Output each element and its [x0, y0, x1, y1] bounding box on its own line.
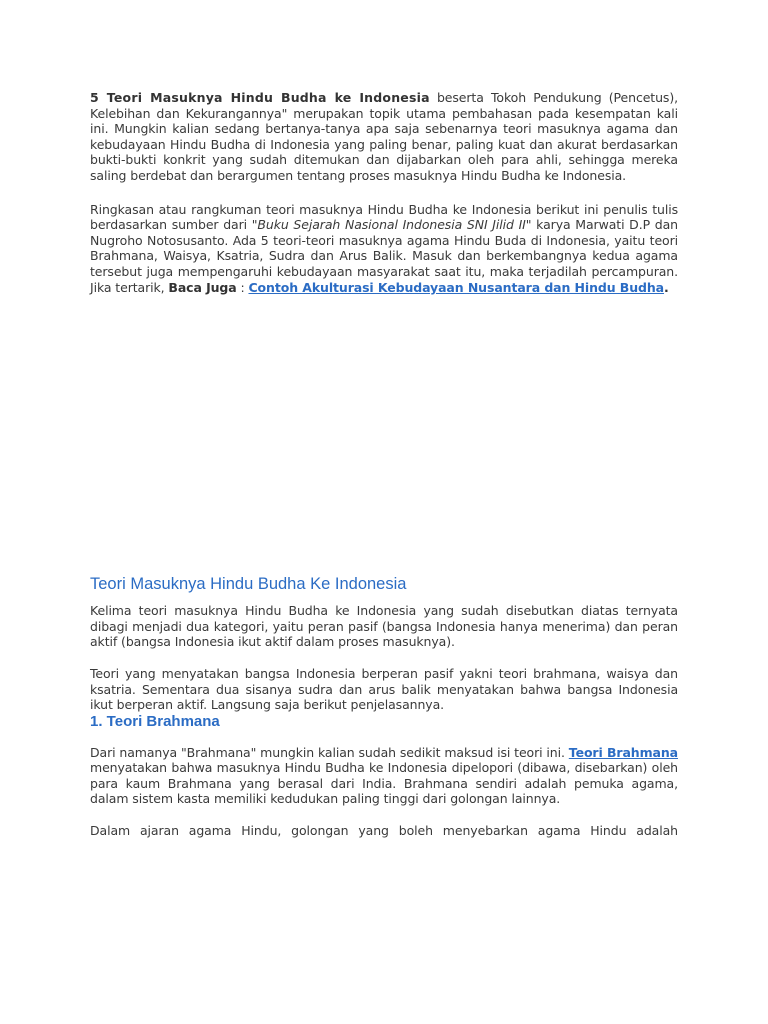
brahmana-paragraph-1: [90, 745, 678, 807]
section-heading: Teori Masuknya Hindu Budha Ke Indonesia: [90, 575, 407, 594]
end-punct: .: [664, 279, 669, 295]
source-title: Buku Sejarah Nasional Indonesia SNI Jilid II: [257, 217, 526, 233]
section-paragraph-2: Teori yang menyatakan bangsa Indonesia berperan pasif yakni teori brahmana, waisya dan ksatria. Sementara dua sisanya sudra dan arus balik menyatakan bahwa bangsa Indonesia ikut berperan aktif. Langsung saja berikut penjelasannya.: [90, 665, 678, 713]
article-body: [90, 90, 678, 839]
brahmana-paragraph-2: Dalam ajaran agama Hindu, golongan yang boleh menyebarkan agama Hindu adalah: [90, 823, 678, 839]
akulturasi-link[interactable]: Contoh Akulturasi Kebudayaan Nusantara dan Hindu Budha: [248, 279, 665, 295]
baca-juga-label: Baca Juga: [168, 279, 237, 295]
section-paragraph-1: Kelima teori masuknya Hindu Budha ke Indonesia yang sudah disebutkan diatas ternyata dibagi menjadi dua kategori, yaitu peran pasif (bangsa Indonesia hanya menerima) dan peran aktif (bangsa Indonesia ikut aktif dalam proses masuknya).: [90, 603, 678, 650]
brahmana-text-1: Dari namanya "Brahmana" mungkin kalian sudah sedikit maksud isi teori ini.: [90, 744, 569, 760]
intro-paragraph: [90, 90, 678, 184]
summary-paragraph: [90, 202, 678, 296]
teori-brahmana-link[interactable]: Teori Brahmana: [568, 744, 678, 760]
summary-text-2: " karya Marwati D.P dan Nugroho Notosusanto. Ada 5 teori-teori masuknya agama Hindu Buda di Indonesia, yaitu teori Brahmana, Waisya, Ksatria, Sudra dan Arus Balik. Masuk dan berkembangnya kedua agama tersebut juga mempengaruhi kebudayaan masyarakat saat itu, maka terjadilah percampuran. Jika tertarik,: [90, 217, 678, 295]
summary-text-1: Ringkasan atau rangkuman teori masuknya Hindu Budha ke Indonesia berikut ini penulis tulis berdasarkan sumber dari ": [90, 201, 678, 233]
brahmana-text-2: menyatakan bahwa masuknya Hindu Budha ke Indonesia dipelopori (dibawa, disebarkan) oleh para kaum Brahmana yang berasal dari India. Brahmana sendiri adalah pemuka agama, dalam sistem kasta memiliki kedudukan paling tinggi dari golongan lainnya.: [90, 760, 678, 807]
intro-title: 5 Teori Masuknya Hindu Budha ke Indonesia: [90, 90, 430, 105]
brahmana-heading: 1. Teori Brahmana: [90, 712, 220, 730]
separator: :: [236, 279, 249, 295]
intro-text: beserta Tokoh Pendukung (Pencetus), Kelebihan dan Kekurangannya" merupakan topik utama pembahasan pada kesempatan kali ini. Mungkin kalian sedang bertanya-tanya apa saja sebenarnya teori masuknya agama dan kebudayaan Hindu Budha di Indonesia yang paling benar, paling kuat dan akurat berdasarkan bukti-bukti konkrit yang sudah ditemukan dan dijabarkan oleh para ahli, sehingga mereka saling berdebat dan berargumen tentang proses masuknya Hindu Budha ke Indonesia.: [90, 90, 678, 183]
blank-space: [90, 295, 678, 574]
